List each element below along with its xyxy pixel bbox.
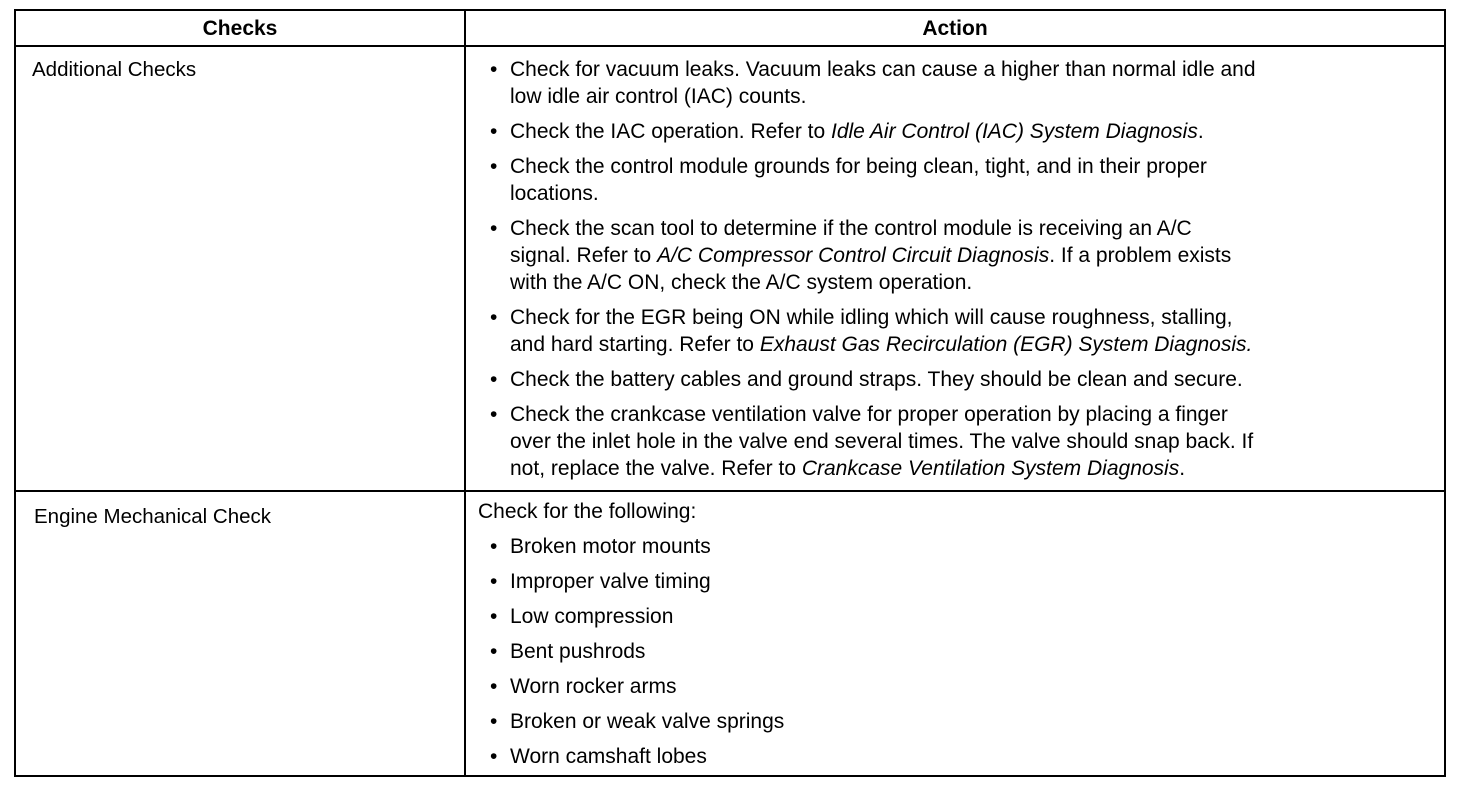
bullet-icon: • bbox=[490, 120, 498, 143]
action-text-line bbox=[510, 638, 1436, 665]
action-item bbox=[484, 568, 1436, 595]
bullet-icon: • bbox=[490, 675, 498, 698]
text-segment: locations. bbox=[510, 182, 599, 205]
bullet-icon: • bbox=[490, 745, 498, 768]
text-segment: . If a problem exists bbox=[1049, 244, 1232, 267]
bullet-icon: • bbox=[490, 605, 498, 628]
action-item bbox=[484, 673, 1436, 700]
bullet-icon: • bbox=[490, 640, 498, 663]
bullet-icon: • bbox=[490, 710, 498, 733]
action-list-additional bbox=[484, 56, 1436, 482]
column-divider bbox=[464, 11, 466, 775]
reference-link-text: Exhaust Gas Recirculation (EGR) System Diagnosis. bbox=[759, 333, 1253, 356]
text-segment: Worn rocker arms bbox=[510, 675, 677, 698]
row-divider bbox=[16, 490, 1444, 492]
checks-header: Checks bbox=[202, 17, 278, 40]
check-name-additional: Additional Checks bbox=[32, 58, 197, 81]
text-segment: Bent pushrods bbox=[510, 640, 646, 663]
action-item bbox=[484, 401, 1436, 482]
action-text-line bbox=[510, 269, 1436, 296]
action-text-line bbox=[510, 673, 1436, 700]
action-text-line bbox=[510, 708, 1436, 735]
action-text-line bbox=[510, 568, 1436, 595]
action-text-line bbox=[510, 401, 1436, 428]
text-segment: . bbox=[1179, 457, 1186, 480]
reference-link-text: A/C Compressor Control Circuit Diagnosis bbox=[657, 244, 1050, 267]
action-item bbox=[484, 366, 1436, 393]
action-text-line bbox=[510, 331, 1436, 358]
text-segment: Improper valve timing bbox=[510, 570, 711, 593]
reference-link-text: Crankcase Ventilation System Diagnosis bbox=[801, 457, 1180, 480]
action-text-line bbox=[510, 180, 1436, 207]
action-text-line bbox=[510, 743, 1436, 770]
action-header: Action bbox=[922, 17, 988, 40]
action-text-line bbox=[510, 242, 1436, 269]
text-segment: Check the crankcase ventilation valve for proper operation by placing a finger bbox=[510, 403, 1228, 426]
action-item bbox=[484, 304, 1436, 358]
action-text-line bbox=[510, 56, 1436, 83]
text-segment: Check the control module grounds for being clean, tight, and in their proper bbox=[510, 155, 1207, 178]
text-segment: low idle air control (IAC) counts. bbox=[510, 85, 807, 108]
text-segment: Check the IAC operation. Refer to bbox=[510, 120, 831, 143]
action-text-line bbox=[510, 304, 1436, 331]
action-text-line bbox=[510, 118, 1436, 145]
action-lead-in: Check for the following: bbox=[478, 500, 697, 523]
bullet-icon: • bbox=[490, 570, 498, 593]
action-item bbox=[484, 118, 1436, 145]
text-segment: not, replace the valve. Refer to bbox=[510, 457, 802, 480]
action-item bbox=[484, 533, 1436, 560]
bullet-icon: • bbox=[490, 217, 498, 240]
text-segment: Check for vacuum leaks. Vacuum leaks can cause a higher than normal idle and bbox=[510, 58, 1256, 81]
text-segment: over the inlet hole in the valve end several times. The valve should snap back. If bbox=[510, 430, 1254, 453]
action-item bbox=[484, 638, 1436, 665]
action-list-engine bbox=[484, 533, 1436, 770]
bullet-icon: • bbox=[490, 535, 498, 558]
bullet-icon: • bbox=[490, 155, 498, 178]
action-text-line bbox=[510, 455, 1436, 482]
text-segment: . bbox=[1197, 120, 1204, 143]
text-segment: and hard starting. Refer to bbox=[510, 333, 760, 356]
action-item bbox=[484, 743, 1436, 770]
action-text-line bbox=[510, 603, 1436, 630]
action-text-line bbox=[510, 366, 1436, 393]
action-text-line bbox=[510, 428, 1436, 455]
text-segment: Low compression bbox=[510, 605, 674, 628]
action-item bbox=[484, 56, 1436, 110]
bullet-icon: • bbox=[490, 368, 498, 391]
action-text-line bbox=[510, 533, 1436, 560]
text-segment: Check the scan tool to determine if the control module is receiving an A/C bbox=[510, 217, 1192, 240]
action-text-line bbox=[510, 215, 1436, 242]
text-segment: Broken or weak valve springs bbox=[510, 710, 785, 733]
bullet-icon: • bbox=[490, 306, 498, 329]
bullet-icon: • bbox=[490, 58, 498, 81]
text-segment: Check the battery cables and ground straps. They should be clean and secure. bbox=[510, 368, 1243, 391]
action-text-line bbox=[510, 83, 1436, 110]
text-segment: Check for the EGR being ON while idling which will cause roughness, stalling, bbox=[510, 306, 1233, 329]
action-text-line bbox=[510, 153, 1436, 180]
action-item bbox=[484, 215, 1436, 296]
text-segment: Worn camshaft lobes bbox=[510, 745, 707, 768]
reference-link-text: Idle Air Control (IAC) System Diagnosis bbox=[831, 120, 1198, 143]
action-item bbox=[484, 153, 1436, 207]
action-item bbox=[484, 603, 1436, 630]
text-segment: signal. Refer to bbox=[510, 244, 658, 267]
action-item bbox=[484, 708, 1436, 735]
bullet-icon: • bbox=[490, 403, 498, 426]
text-segment: Broken motor mounts bbox=[510, 535, 711, 558]
text-segment: with the A/C ON, check the A/C system operation. bbox=[510, 271, 973, 294]
check-name-engine: Engine Mechanical Check bbox=[34, 505, 272, 528]
